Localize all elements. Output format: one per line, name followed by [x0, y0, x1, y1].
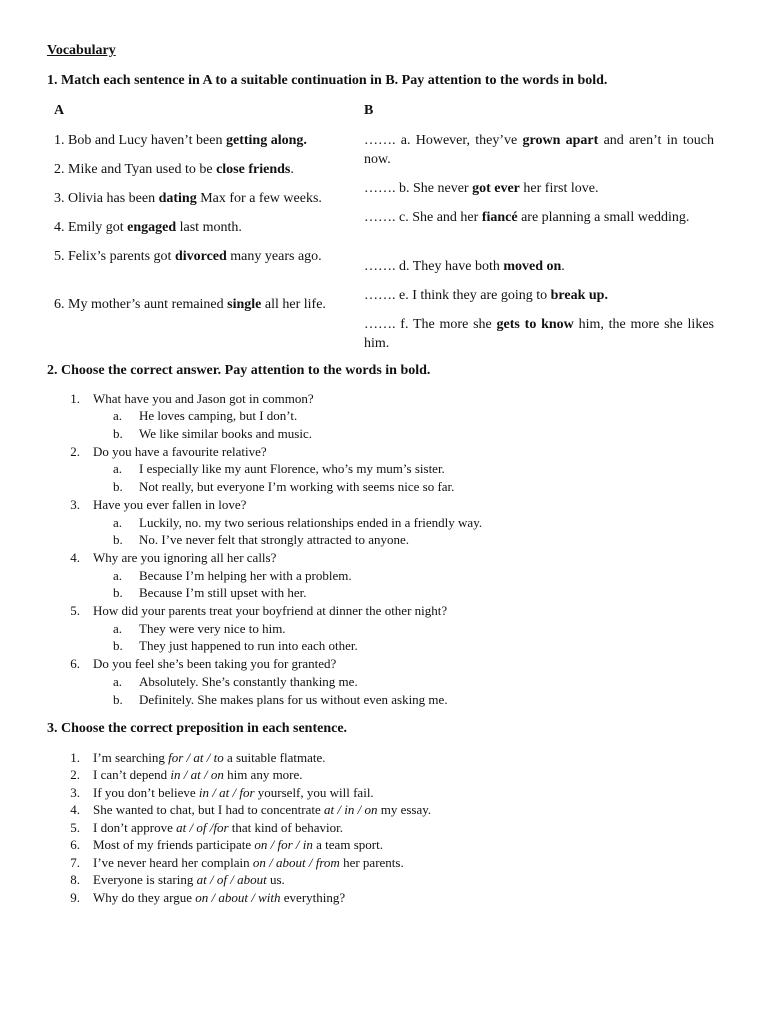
sentence-start: Why do they argue — [93, 890, 196, 905]
match-item-a2 — [54, 160, 350, 179]
sentence-end: him any more. — [223, 767, 303, 782]
sentence-start: I don’t approve — [93, 820, 177, 835]
question-number: 3. — [70, 497, 80, 512]
item-text: ……. f. The more she — [364, 317, 497, 332]
question-text: Have you ever fallen in love? — [93, 497, 247, 512]
option-letter: a. — [113, 568, 123, 583]
preposition-choices[interactable]: at / in / on — [324, 802, 378, 817]
answer-option[interactable]: I especially like my aunt Florence, who’s my mum’s sister. — [139, 461, 445, 476]
answer-option[interactable]: Because I’m helping her with a problem. — [139, 568, 352, 583]
option-letter: a. — [113, 674, 123, 689]
item-text: 5. Felix’s parents got — [54, 249, 175, 264]
sentence-end: my essay. — [377, 802, 432, 817]
answer-option[interactable]: They were very nice to him. — [139, 621, 286, 636]
match-item-a5 — [54, 247, 350, 266]
item-text: her first love. — [519, 181, 599, 196]
match-item-b-d — [364, 257, 714, 276]
option-letter: a. — [113, 408, 123, 423]
answer-option[interactable]: Definitely. She makes plans for us without even asking me. — [139, 692, 448, 707]
sentence-end: everything? — [280, 890, 346, 905]
match-item-b-a — [364, 131, 714, 169]
match-item-a6 — [54, 295, 350, 314]
item-text: 6. My mother’s aunt remained — [54, 297, 228, 312]
item-text: 4. Emily got — [54, 220, 128, 235]
bold-phrase: engaged — [127, 220, 177, 235]
option-letter: a. — [113, 461, 123, 476]
item-text: ……. c. She and her — [364, 210, 482, 225]
item-text: . — [561, 259, 565, 274]
option-letter: b. — [113, 638, 123, 653]
sentence-start: Most of my friends participate — [93, 837, 255, 852]
item-text: Max for a few weeks. — [196, 191, 322, 206]
bold-phrase: dating — [158, 191, 197, 206]
answer-option[interactable]: Because I’m still upset with her. — [139, 585, 307, 600]
sentence-start: I can’t depend — [93, 767, 171, 782]
item-text: 3. Olivia has been — [54, 191, 159, 206]
sentence-start: If you don’t believe — [93, 785, 199, 800]
sentence-end: us. — [266, 872, 285, 887]
match-item-a3 — [54, 189, 350, 208]
bold-phrase: grown apart — [522, 133, 599, 148]
question-text: Do you feel she’s been taking you for granted? — [93, 656, 337, 671]
sentence-end: yourself, you will fail. — [254, 785, 374, 800]
section1-title: 1. Match each sentence in A to a suitable continuation in B. Pay attention to the words in bold. — [47, 73, 608, 88]
item-number: 9. — [70, 890, 80, 905]
section2-title: 2. Choose the correct answer. Pay attention to the words in bold. — [47, 363, 431, 378]
item-sentence — [93, 889, 345, 906]
bold-phrase: getting along. — [225, 133, 307, 148]
preposition-choices[interactable]: for / at / to — [168, 750, 224, 765]
bold-phrase: gets to know — [496, 317, 574, 332]
item-number: 4. — [70, 802, 80, 817]
item-text: ……. b. She never — [364, 181, 473, 196]
option-letter: a. — [113, 515, 123, 530]
bold-phrase: divorced — [174, 249, 227, 264]
sentence-end: a suitable flatmate. — [223, 750, 326, 765]
sentence-start: She wanted to chat, but I had to concentrate — [93, 802, 325, 817]
sentence-start: I’ve never heard her complain — [93, 855, 253, 870]
preposition-choices[interactable]: on / about / from — [252, 855, 340, 870]
question-text: Do you have a favourite relative? — [93, 444, 267, 459]
question-number: 5. — [70, 603, 80, 618]
answer-option[interactable]: Luckily, no. my two serious relationships ended in a friendly way. — [139, 515, 483, 530]
item-text: . — [290, 162, 294, 177]
match-item-b-b — [364, 179, 714, 198]
match-item-b-e — [364, 286, 714, 305]
item-text: ……. a. However, they’ve — [364, 133, 523, 148]
item-text: last month. — [176, 220, 242, 235]
item-text: and aren’t in touch now. — [364, 133, 714, 167]
item-sentence — [93, 854, 404, 871]
option-letter: b. — [113, 479, 123, 494]
item-text: him, the more she likes him. — [364, 317, 714, 351]
sentence-end: her parents. — [339, 855, 404, 870]
preposition-choices[interactable]: in / at / on — [170, 767, 224, 782]
bold-phrase: got ever — [472, 181, 520, 196]
column-a-header: A — [54, 103, 65, 118]
preposition-choices[interactable]: at / of / about — [196, 872, 267, 887]
item-number: 1. — [70, 750, 80, 765]
item-sentence — [93, 749, 326, 766]
bold-phrase: close friends — [216, 162, 291, 177]
item-sentence — [93, 819, 343, 836]
answer-option[interactable]: He loves camping, but I don’t. — [139, 408, 298, 423]
item-text: are planning a small wedding. — [517, 210, 690, 225]
item-text: 1. Bob and Lucy haven’t been — [54, 133, 226, 148]
item-text: ……. d. They have both — [364, 259, 504, 274]
item-number: 6. — [70, 837, 80, 852]
preposition-choices[interactable]: in / at / for — [198, 785, 255, 800]
answer-option[interactable]: Not really, but everyone I’m working with seems nice so far. — [139, 479, 455, 494]
column-b-header: B — [364, 103, 374, 118]
preposition-choices[interactable]: on / for / in — [254, 837, 313, 852]
item-sentence — [93, 784, 374, 801]
item-sentence — [93, 766, 303, 783]
answer-option[interactable]: We like similar books and music. — [139, 426, 312, 441]
answer-option[interactable]: No. I’ve never felt that strongly attracted to anyone. — [139, 532, 410, 547]
match-item-b-c — [364, 208, 714, 227]
item-number: 5. — [70, 820, 80, 835]
option-letter: b. — [113, 692, 123, 707]
item-sentence — [93, 871, 285, 888]
item-sentence — [93, 801, 431, 818]
question-text: Why are you ignoring all her calls? — [93, 550, 277, 565]
question-number: 1. — [70, 391, 80, 406]
bold-phrase: break up. — [550, 288, 608, 303]
match-item-a1 — [54, 131, 350, 150]
section3-title: 3. Choose the correct preposition in each sentence. — [47, 721, 348, 736]
sentence-end: that kind of behavior. — [228, 820, 343, 835]
item-text: many years ago. — [226, 249, 322, 264]
bold-phrase: single — [227, 297, 262, 312]
item-number: 2. — [70, 767, 80, 782]
page-heading: Vocabulary — [47, 43, 116, 58]
answer-option[interactable]: They just happened to run into each other. — [139, 638, 358, 653]
question-text: What have you and Jason got in common? — [93, 391, 314, 406]
preposition-choices[interactable]: at / of /for — [176, 820, 229, 835]
item-number: 3. — [70, 785, 80, 800]
option-letter: b. — [113, 585, 123, 600]
sentence-start: Everyone is staring — [93, 872, 197, 887]
sentence-start: I’m searching — [93, 750, 169, 765]
option-letter: b. — [113, 426, 123, 441]
item-text: ……. e. I think they are going to — [364, 288, 551, 303]
option-letter: b. — [113, 532, 123, 547]
item-number: 8. — [70, 872, 80, 887]
question-text: How did your parents treat your boyfriend at dinner the other night? — [93, 603, 448, 618]
option-letter: a. — [113, 621, 123, 636]
answer-option[interactable]: Absolutely. She’s constantly thanking me. — [139, 674, 358, 689]
match-item-b-f — [364, 315, 714, 353]
item-number: 7. — [70, 855, 80, 870]
match-item-a4 — [54, 218, 350, 237]
item-text: 2. Mike and Tyan used to be — [54, 162, 217, 177]
item-sentence — [93, 836, 383, 853]
question-number: 4. — [70, 550, 80, 565]
question-number: 2. — [70, 444, 80, 459]
question-number: 6. — [70, 656, 80, 671]
item-text: all her life. — [261, 297, 326, 312]
sentence-end: a team sport. — [312, 837, 383, 852]
preposition-choices[interactable]: on / about / with — [195, 890, 281, 905]
bold-phrase: fiancé — [481, 210, 518, 225]
bold-phrase: moved on — [503, 259, 562, 274]
